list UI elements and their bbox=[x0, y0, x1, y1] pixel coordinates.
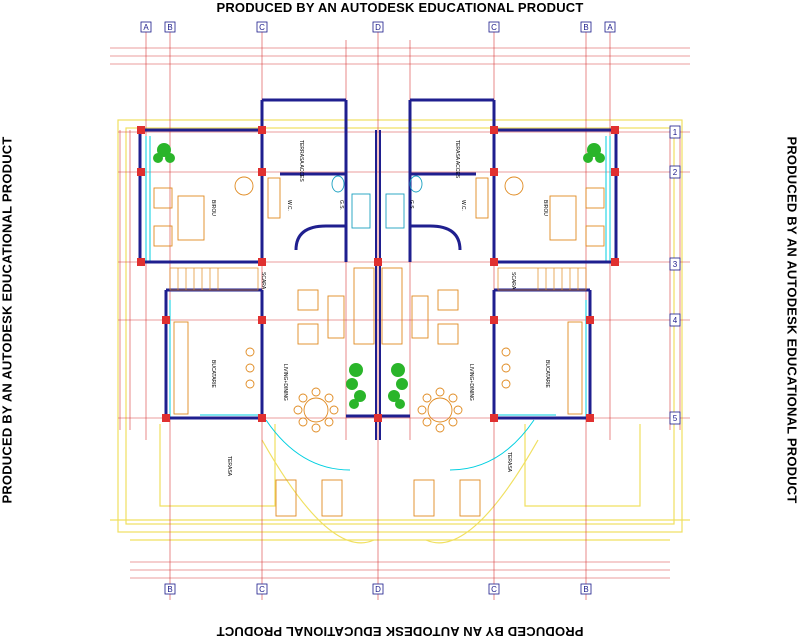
axis-marker-d bbox=[373, 22, 383, 32]
axis-marker-b-right bbox=[581, 22, 591, 32]
chair bbox=[586, 188, 604, 208]
bathtub bbox=[386, 194, 404, 228]
wall-curve bbox=[296, 226, 346, 250]
label-stair: SCARA bbox=[260, 272, 266, 290]
site-outline bbox=[118, 120, 682, 532]
column bbox=[258, 126, 266, 134]
dining-table-left bbox=[304, 398, 328, 422]
terrace-curve-right bbox=[426, 440, 538, 543]
column bbox=[490, 126, 498, 134]
plant-center-left bbox=[346, 363, 366, 409]
dimension-lines bbox=[110, 28, 690, 600]
axis-marker-a-left bbox=[141, 22, 151, 32]
axis-label: C bbox=[259, 23, 265, 32]
terrace-right-outline bbox=[525, 424, 640, 506]
terrace-curve-left bbox=[262, 440, 374, 543]
axis-marker-bottom-c-right bbox=[489, 584, 499, 594]
watermark-top: PRODUCED BY AN AUTODESK EDUCATIONAL PRODUCT bbox=[216, 0, 584, 15]
label-living: LIVING+DINING bbox=[282, 364, 288, 401]
axis-label: C bbox=[259, 585, 265, 594]
axis-label: B bbox=[583, 585, 589, 594]
axis-label: A bbox=[143, 23, 149, 32]
axis-label: C bbox=[491, 585, 497, 594]
bay-window-right bbox=[450, 420, 534, 470]
lounger bbox=[322, 480, 342, 516]
toilet bbox=[332, 176, 344, 192]
chair bbox=[154, 188, 172, 208]
column bbox=[137, 258, 145, 266]
armchair bbox=[438, 290, 458, 310]
axis-marker-c-left bbox=[257, 22, 267, 32]
kitchen-counter-left bbox=[174, 322, 188, 414]
axis-marker-row-5 bbox=[670, 412, 680, 424]
label-terrace: TERASA bbox=[506, 452, 512, 473]
watermark-bottom: PRODUCED BY AN AUTODESK EDUCATIONAL PRODUCT bbox=[216, 624, 584, 639]
axis-label: B bbox=[167, 585, 173, 594]
axis-marker-bottom-b-right bbox=[581, 584, 591, 594]
axis-label: A bbox=[607, 23, 613, 32]
axis-marker-bottom-d bbox=[373, 584, 383, 594]
axis-label: B bbox=[583, 23, 589, 32]
lounger bbox=[276, 480, 296, 516]
label-terrace-access: TERRASA ACCES bbox=[298, 140, 304, 182]
armchair bbox=[298, 324, 318, 344]
terrace-outlines bbox=[110, 120, 690, 543]
axis-label: D bbox=[375, 585, 381, 594]
axis-label: B bbox=[167, 23, 173, 32]
sofa bbox=[382, 268, 402, 344]
axis-marker-row-2 bbox=[670, 166, 680, 178]
plant-center-right bbox=[388, 363, 408, 409]
axis-label: 3 bbox=[672, 260, 678, 269]
office-chair-left bbox=[235, 177, 253, 195]
site-outline-inner bbox=[126, 128, 674, 524]
bathtub bbox=[352, 194, 370, 228]
office-desk-right bbox=[550, 196, 576, 240]
stair-left bbox=[170, 268, 258, 290]
column bbox=[490, 316, 498, 324]
label-terrace: TERASA bbox=[226, 456, 232, 477]
column bbox=[258, 168, 266, 176]
lounger bbox=[460, 480, 480, 516]
axis-marker-bottom-c-left bbox=[257, 584, 267, 594]
axis-markers-bottom bbox=[165, 584, 591, 594]
axis-marker-a-right bbox=[605, 22, 615, 32]
axis-marker-c-right bbox=[489, 22, 499, 32]
column bbox=[611, 168, 619, 176]
watermark-left-text: PRODUCED BY AN AUTODESK EDUCATIONAL PRODUCT bbox=[0, 136, 15, 504]
watermark-right-text: PRODUCED BY AN AUTODESK EDUCATIONAL PRODUCT bbox=[784, 136, 800, 504]
column bbox=[258, 316, 266, 324]
column bbox=[490, 414, 498, 422]
wall-curve bbox=[410, 226, 460, 250]
axis-label: C bbox=[491, 23, 497, 32]
axis-marker-row-3 bbox=[670, 258, 680, 270]
axis-label: 1 bbox=[672, 128, 678, 137]
chair bbox=[154, 226, 172, 246]
label-living: LIVING+DINING bbox=[468, 364, 474, 401]
bay-window-left bbox=[266, 420, 350, 470]
lounger bbox=[414, 480, 434, 516]
column bbox=[490, 168, 498, 176]
coffee-table bbox=[412, 296, 428, 338]
column bbox=[586, 414, 594, 422]
toilet bbox=[410, 176, 422, 192]
column bbox=[611, 126, 619, 134]
column bbox=[137, 126, 145, 134]
wardrobe bbox=[476, 178, 488, 218]
office-desk-left bbox=[178, 196, 204, 240]
label-kitchen: BUCATARIE bbox=[210, 360, 216, 388]
column bbox=[258, 258, 266, 266]
sofa bbox=[354, 268, 374, 344]
plant-top-left bbox=[153, 143, 175, 163]
chair bbox=[586, 226, 604, 246]
label-stair: SCARA bbox=[510, 272, 516, 290]
column bbox=[586, 316, 594, 324]
axis-markers-rows bbox=[670, 126, 680, 424]
room-labels-left bbox=[210, 140, 344, 477]
kitchen-counter-right bbox=[568, 322, 582, 414]
column bbox=[258, 414, 266, 422]
axis-marker-b-left bbox=[165, 22, 175, 32]
axis-marker-row-1 bbox=[670, 126, 680, 138]
column bbox=[374, 258, 382, 266]
column bbox=[162, 414, 170, 422]
axis-markers-top bbox=[141, 22, 615, 32]
dining-table-right bbox=[428, 398, 452, 422]
axis-label: 5 bbox=[672, 414, 678, 423]
wardrobe bbox=[268, 178, 280, 218]
office-chair-right bbox=[505, 177, 523, 195]
label-wc: W.C. bbox=[460, 200, 466, 211]
column bbox=[490, 258, 498, 266]
label-office: BIROU bbox=[542, 200, 548, 216]
armchair bbox=[438, 324, 458, 344]
label-bath: G.S. bbox=[408, 200, 414, 211]
axis-marker-bottom-b-left bbox=[165, 584, 175, 594]
axis-label: 2 bbox=[672, 168, 678, 177]
axis-marker-row-4 bbox=[670, 314, 680, 326]
axis-label: 4 bbox=[672, 316, 678, 325]
label-wc: W.C. bbox=[286, 200, 292, 211]
label-bath: G.S. bbox=[338, 200, 344, 211]
column bbox=[137, 168, 145, 176]
room-labels-right bbox=[408, 140, 550, 473]
column bbox=[162, 316, 170, 324]
label-office: BIROU bbox=[210, 200, 216, 216]
column bbox=[374, 414, 382, 422]
armchair bbox=[298, 290, 318, 310]
label-kitchen: BUCATARIE bbox=[544, 360, 550, 388]
column bbox=[611, 258, 619, 266]
coffee-table bbox=[328, 296, 344, 338]
label-terrace-access: TERASA ACCES bbox=[454, 140, 460, 179]
axis-label: D bbox=[375, 23, 381, 32]
terrace-left-outline bbox=[160, 424, 275, 506]
